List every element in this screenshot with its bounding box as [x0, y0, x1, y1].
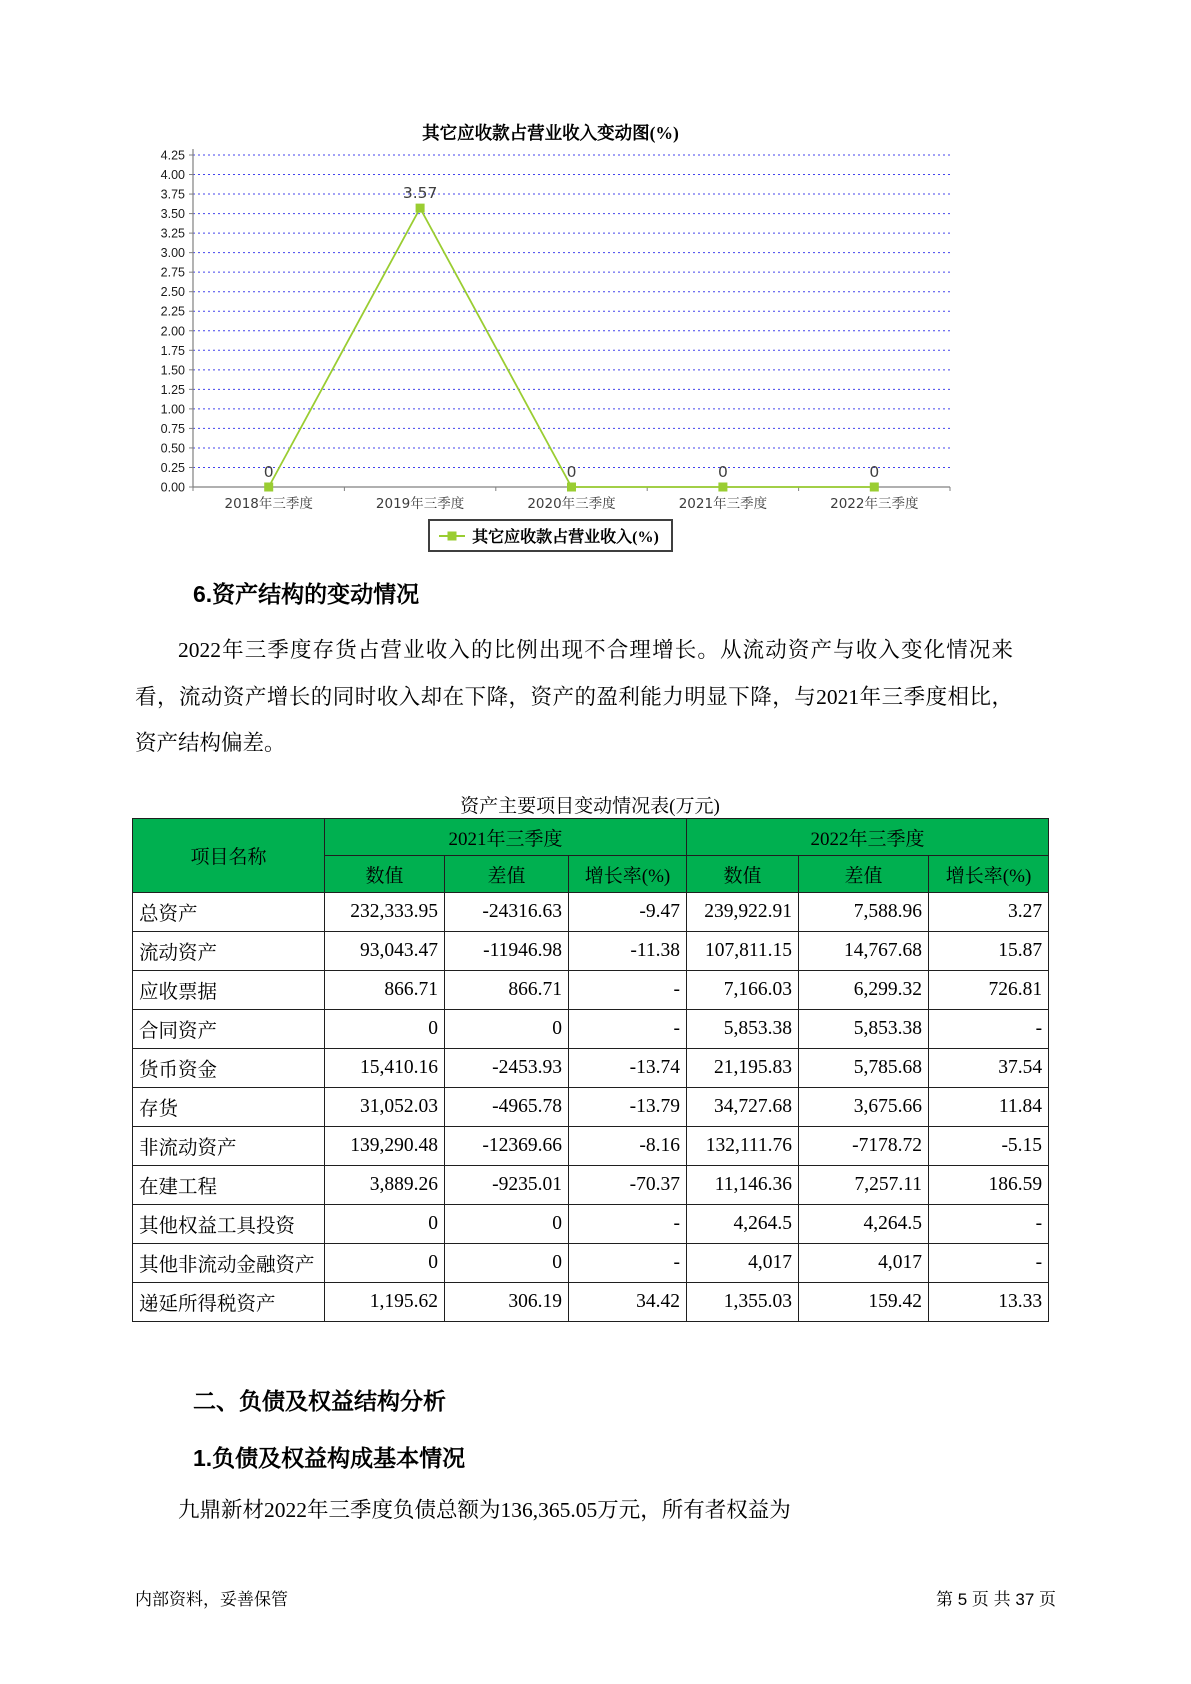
cell-value: 139,290.48	[325, 1127, 445, 1166]
header-value-2021: 数值	[325, 856, 445, 893]
y-tick-label: 0.50	[160, 441, 185, 456]
x-tick-label: 2022年三季度	[830, 496, 919, 512]
cell-value: 5,853.38	[687, 1010, 799, 1049]
cell-value: 7,588.96	[799, 893, 929, 932]
table-title: 资产主要项目变动情况表(万元)	[460, 796, 720, 817]
section-heading-liability: 二、负债及权益结构分析	[193, 1388, 446, 1414]
cell-value: 13.33	[929, 1283, 1049, 1322]
cell-value: 239,922.91	[687, 893, 799, 932]
cell-value: 93,043.47	[325, 932, 445, 971]
row-item-name: 合同资产	[133, 1010, 325, 1049]
row-item-name: 存货	[133, 1088, 325, 1127]
cell-value: 11.84	[929, 1088, 1049, 1127]
header-growth-2021: 增长率(%)	[569, 856, 687, 893]
legend-series-marker-icon	[439, 530, 465, 542]
y-tick-label: 2.00	[160, 324, 185, 339]
cell-value: 0	[445, 1205, 569, 1244]
cell-value: 37.54	[929, 1049, 1049, 1088]
cell-value: -4965.78	[445, 1088, 569, 1127]
data-label: 0	[263, 463, 274, 481]
y-tick-label: 2.50	[160, 285, 185, 300]
y-tick-label: 4.00	[160, 168, 185, 183]
cell-value: 1,195.62	[325, 1283, 445, 1322]
cell-value: 4,264.5	[799, 1205, 929, 1244]
section-heading-6: 6.资产结构的变动情况	[193, 581, 420, 607]
header-diff-2022: 差值	[799, 856, 929, 893]
cell-value: 132,111.76	[687, 1127, 799, 1166]
cell-value: -	[569, 1010, 687, 1049]
data-label: 3.57	[402, 184, 438, 203]
row-item-name: 总资产	[133, 893, 325, 932]
row-item-name: 其他非流动金融资产	[133, 1244, 325, 1283]
cell-value: -11946.98	[445, 932, 569, 971]
row-item-name: 递延所得税资产	[133, 1283, 325, 1322]
cell-value: 14,767.68	[799, 932, 929, 971]
table-header	[133, 819, 1049, 893]
x-tick-label: 2020年三季度	[527, 496, 616, 512]
cell-value: 3.27	[929, 893, 1049, 932]
y-tick-label: 1.25	[160, 382, 185, 397]
chart-point	[718, 483, 727, 492]
cell-value: -9.47	[569, 893, 687, 932]
cell-value: 34,727.68	[687, 1088, 799, 1127]
y-tick-label: 3.75	[160, 187, 185, 202]
y-tick-label: 3.25	[160, 226, 185, 241]
x-tick-label: 2021年三季度	[678, 496, 768, 512]
cell-value: 34.42	[569, 1283, 687, 1322]
table-row	[133, 1088, 1049, 1127]
header-group-2021: 2021年三季度	[325, 819, 687, 856]
section-heading-liability-sub: 1.负债及权益构成基本情况	[193, 1445, 466, 1471]
cell-value: -9235.01	[445, 1166, 569, 1205]
y-tick-label: 1.75	[160, 343, 185, 358]
asset-change-table	[132, 818, 1049, 1322]
cell-value: -13.79	[569, 1088, 687, 1127]
table-row	[133, 1244, 1049, 1283]
y-tick-label: 2.75	[160, 265, 185, 280]
cell-value: -5.15	[929, 1127, 1049, 1166]
cell-value: 107,811.15	[687, 932, 799, 971]
cell-value: 4,017	[687, 1244, 799, 1283]
cell-value: -	[929, 1205, 1049, 1244]
table-row	[133, 1166, 1049, 1205]
cell-value: 0	[325, 1244, 445, 1283]
cell-value: 306.19	[445, 1283, 569, 1322]
cell-value: -12369.66	[445, 1127, 569, 1166]
data-label: 0	[869, 463, 880, 481]
cell-value: -2453.93	[445, 1049, 569, 1088]
table-row	[133, 1283, 1049, 1322]
cell-value: 11,146.36	[687, 1166, 799, 1205]
chart-legend	[138, 519, 963, 552]
header-group-2022: 2022年三季度	[687, 819, 1049, 856]
cell-value: 7,257.11	[799, 1166, 929, 1205]
cell-value: 4,264.5	[687, 1205, 799, 1244]
cell-value: 7,166.03	[687, 971, 799, 1010]
legend-box	[428, 519, 673, 552]
cell-value: 5,785.68	[799, 1049, 929, 1088]
cell-value: 5,853.38	[799, 1010, 929, 1049]
cell-value: 1,355.03	[687, 1283, 799, 1322]
row-item-name: 应收票据	[133, 971, 325, 1010]
row-item-name: 流动资产	[133, 932, 325, 971]
cell-value: 31,052.03	[325, 1088, 445, 1127]
section6-paragraph: 2022年三季度存货占营业收入的比例出现不合理增长。从流动资产与收入变化情况来看，流动资产增长的同时收入却在下降，资产的盈利能力明显下降，与2021年三季度相比，资产结构偏差。	[135, 638, 1013, 755]
chart-plot-area	[138, 145, 1053, 517]
row-item-name: 在建工程	[133, 1166, 325, 1205]
row-item-name: 货币资金	[133, 1049, 325, 1088]
y-tick-label: 4.25	[160, 148, 185, 163]
header-value-2022: 数值	[687, 856, 799, 893]
cell-value: -	[569, 971, 687, 1010]
chart-point	[264, 483, 273, 492]
table-row	[133, 1049, 1049, 1088]
data-label: 0	[717, 463, 728, 481]
cell-value: 15.87	[929, 932, 1049, 971]
cell-value: 4,017	[799, 1244, 929, 1283]
cell-value: 186.59	[929, 1166, 1049, 1205]
y-tick-label: 3.50	[160, 207, 185, 222]
chart-title: 其它应收款占营业收入变动图(%)	[422, 123, 679, 143]
row-item-name: 非流动资产	[133, 1127, 325, 1166]
cell-value: 866.71	[325, 971, 445, 1010]
y-tick-label: 0.75	[160, 421, 185, 436]
cell-value: 0	[325, 1010, 445, 1049]
cell-value: -	[929, 1244, 1049, 1283]
cell-value: -70.37	[569, 1166, 687, 1205]
cell-value: 726.81	[929, 971, 1049, 1010]
cell-value: 3,889.26	[325, 1166, 445, 1205]
cell-value: -7178.72	[799, 1127, 929, 1166]
table-row	[133, 1010, 1049, 1049]
footer-page-number: 第 5 页 共 37 页	[936, 1590, 1056, 1609]
chart-point	[416, 204, 425, 213]
cell-value: 232,333.95	[325, 893, 445, 932]
y-tick-label: 0.25	[160, 460, 185, 475]
table-body	[133, 893, 1049, 1322]
cell-value: -	[569, 1244, 687, 1283]
header-diff-2021: 差值	[445, 856, 569, 893]
data-label: 0	[566, 463, 577, 481]
line-chart	[138, 120, 1053, 552]
table-row	[133, 1205, 1049, 1244]
x-tick-label: 2019年三季度	[375, 496, 465, 512]
table-row	[133, 971, 1049, 1010]
y-tick-label: 3.00	[160, 246, 185, 261]
section2-paragraph: 九鼎新材2022年三季度负债总额为136,365.05万元，所有者权益为	[178, 1498, 791, 1522]
cell-value: 6,299.32	[799, 971, 929, 1010]
footer-confidential-note: 内部资料，妥善保管	[135, 1590, 288, 1609]
y-tick-label: 1.50	[160, 363, 185, 378]
table-row	[133, 932, 1049, 971]
cell-value: 0	[325, 1205, 445, 1244]
header-growth-2022: 增长率(%)	[929, 856, 1049, 893]
cell-value: 15,410.16	[325, 1049, 445, 1088]
cell-value: 3,675.66	[799, 1088, 929, 1127]
y-tick-label: 0.00	[160, 480, 185, 495]
cell-value: -24316.63	[445, 893, 569, 932]
cell-value: 0	[445, 1010, 569, 1049]
cell-value: -13.74	[569, 1049, 687, 1088]
chart-point	[567, 483, 576, 492]
chart-line	[269, 208, 875, 487]
y-tick-label: 2.25	[160, 304, 185, 319]
x-tick-label: 2018年三季度	[224, 496, 313, 512]
cell-value: 0	[445, 1244, 569, 1283]
cell-value: -	[569, 1205, 687, 1244]
legend-series-label: 其它应收款占营业收入(%)	[472, 529, 659, 546]
legend-square	[448, 531, 457, 540]
cell-value: 21,195.83	[687, 1049, 799, 1088]
cell-value: 866.71	[445, 971, 569, 1010]
header-item-name: 项目名称	[133, 819, 325, 893]
cell-value: -	[929, 1010, 1049, 1049]
y-tick-label: 1.00	[160, 402, 185, 417]
cell-value: -8.16	[569, 1127, 687, 1166]
cell-value: -11.38	[569, 932, 687, 971]
table-row	[133, 1127, 1049, 1166]
chart-point	[870, 483, 879, 492]
cell-value: 159.42	[799, 1283, 929, 1322]
table-row	[133, 893, 1049, 932]
row-item-name: 其他权益工具投资	[133, 1205, 325, 1244]
